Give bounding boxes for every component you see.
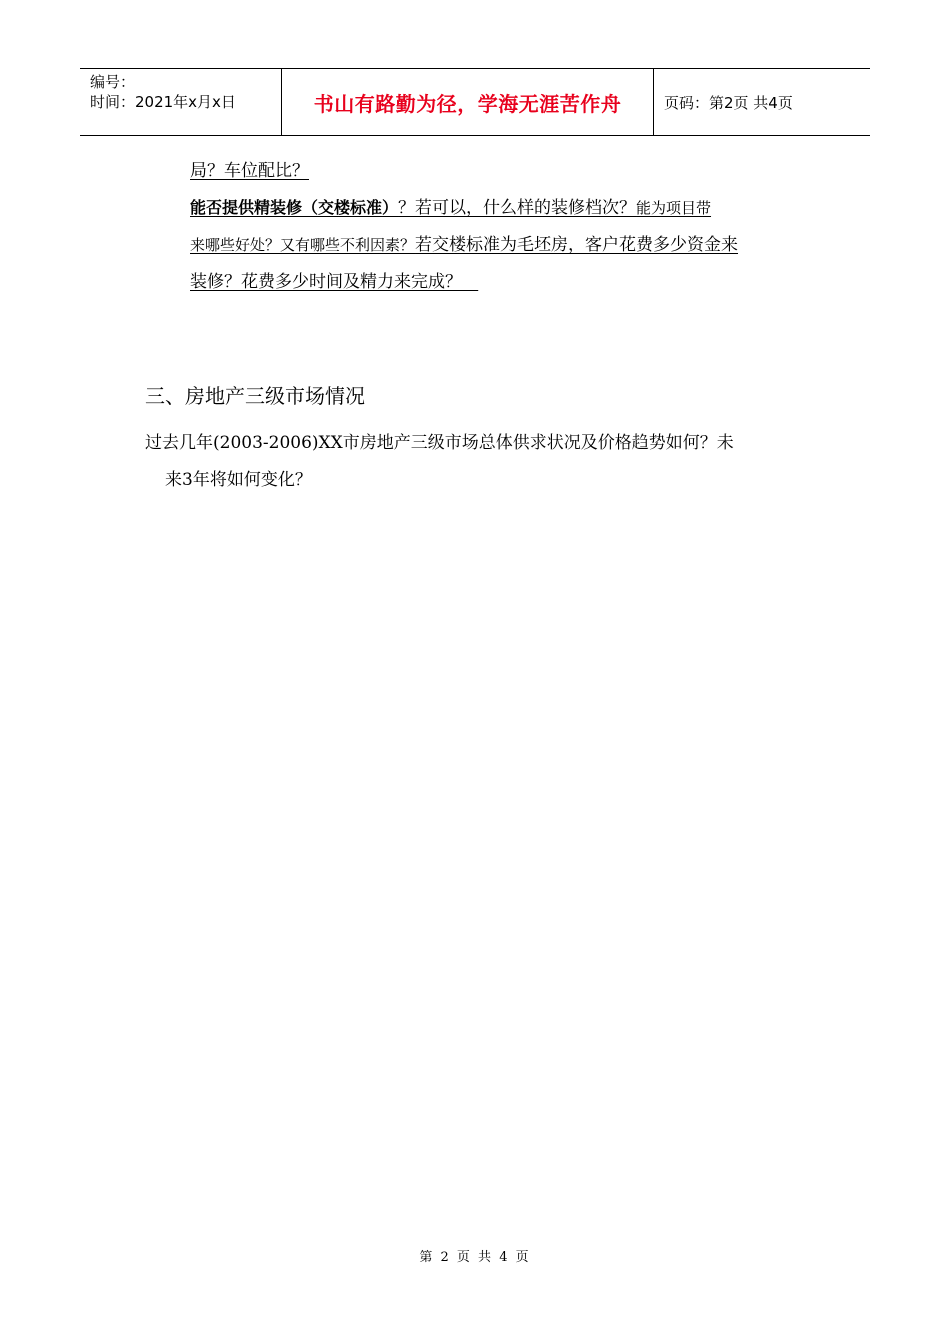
content-line-3 [190, 233, 738, 257]
header-meta [80, 69, 281, 135]
bold-question: 能否提供精装修（交楼标准） [190, 198, 399, 217]
line-2-mid-text: ？若可以，什么样的装修档次？ [398, 198, 637, 218]
header-page-cell [654, 69, 870, 135]
line-2-small-text: 能为项目带 [636, 199, 712, 217]
line-4-text: 装修？花费多少时间及精力来完成？ [190, 272, 462, 292]
paragraph-line-1: 过去几年(2003-2006)XX市房地产三级市场总体供求状况及价格趋势如何？未 [145, 433, 734, 453]
page-label: 页码：第2页 共4页 [664, 93, 793, 112]
number-label: 编号： [90, 73, 136, 91]
content-line-4 [190, 270, 478, 294]
header-motto-cell [281, 69, 654, 135]
time-label: 时间：2021年x月x日 [90, 93, 236, 111]
paragraph-line-2: 来3年将如何变化？ [165, 470, 312, 490]
line-3-small-text: 来哪些好处？又有哪些不利因素？ [190, 236, 416, 254]
content-line-1 [190, 159, 309, 183]
motto-text: 书山有路勤为径，学海无涯苦作舟 [313, 91, 622, 116]
line-3-rest-text: 若交楼标准为毛坯房，客户花费多少资金来 [415, 235, 739, 255]
document-header [80, 68, 870, 136]
line-1-text: 局？车位配比？ [190, 161, 309, 181]
content-line-2 [190, 196, 711, 220]
page-footer: 第 2 页 共 4 页 [419, 1250, 531, 1265]
section-title: 三、房地产三级市场情况 [145, 384, 365, 408]
